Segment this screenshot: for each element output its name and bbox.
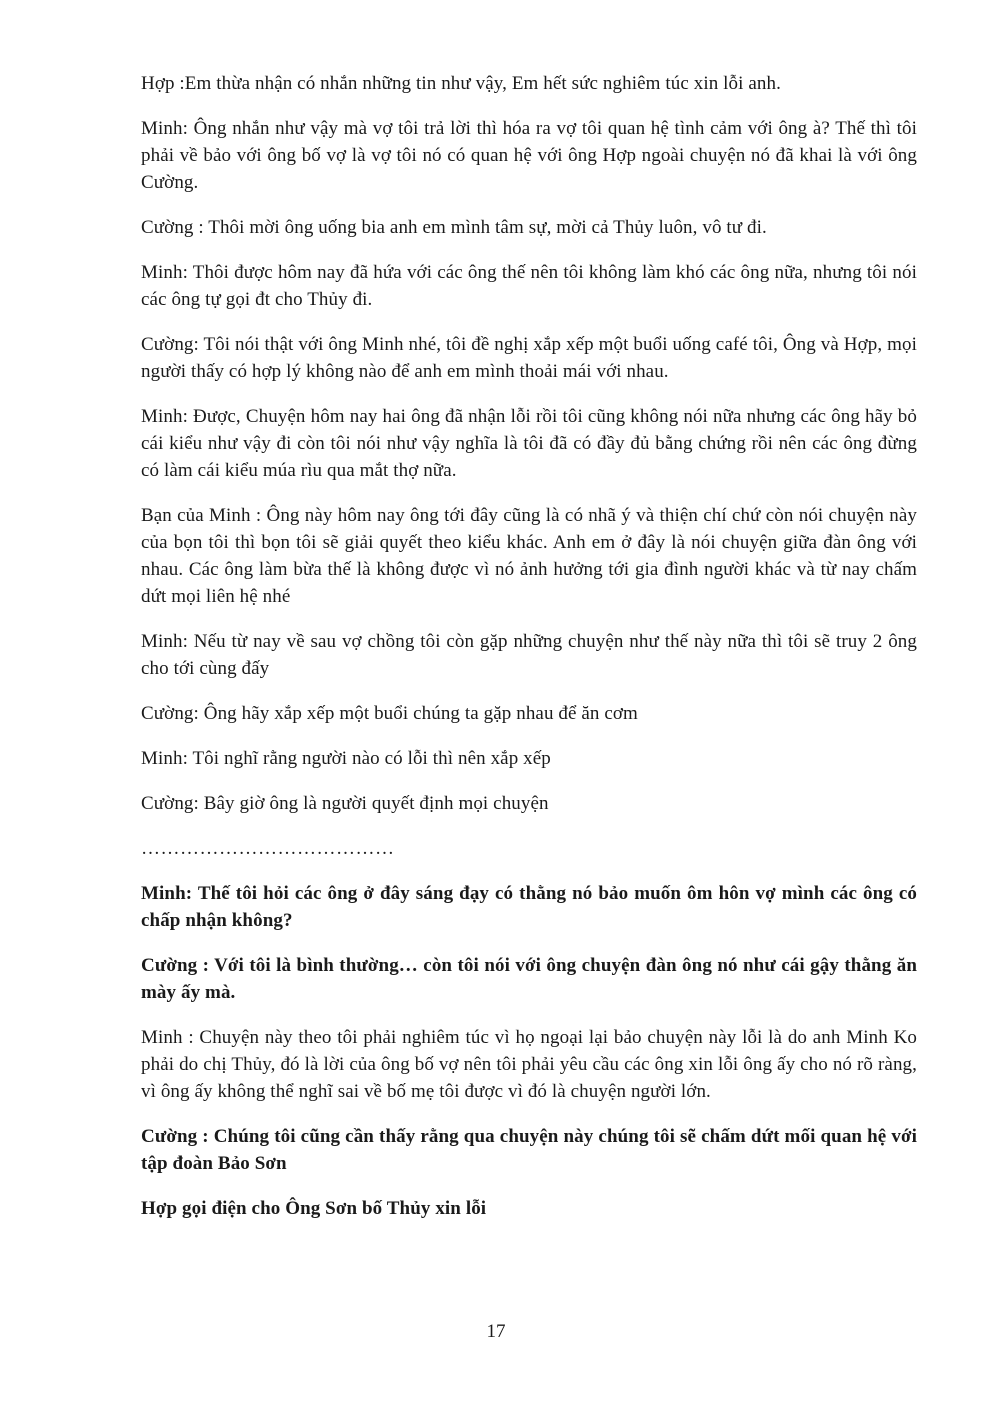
paragraph-minh-arrange: Minh: Tôi nghĩ rằng người nào có lỗi thì nên xắp xếp	[141, 748, 551, 769]
paragraph-cuong-bold-end-relationship: Cường : Chúng tôi cũng cần thấy rằng qua chuyện này chúng tôi sẽ chấm dứt mối quan hệ với tập đoàn Bảo Sơn	[141, 1126, 917, 1174]
paragraph-hop-admission: Hợp :Em thừa nhận có nhắn những tin như vậy, Em hết sức nghiêm túc xin lỗi anh.	[141, 73, 781, 94]
document-page	[141, 70, 917, 1240]
paragraph-minh-bold-question: Minh: Thế tôi hỏi các ông ở đây sáng đạy có thằng nó bảo muốn ôm hôn vợ mình các ông có chấp nhận không?	[141, 883, 917, 931]
paragraph-hop-calls-son: Hợp gọi điện cho Ông Sơn bố Thủy xin lỗi	[141, 1198, 487, 1219]
paragraph-cuong-coffee-proposal: Cường: Tôi nói thật với ông Minh nhé, tôi đề nghị xắp xếp một buổi uống café tôi, Ông và Hợp, mọi người thấy có hợp lý không nào để anh em mình thoải mái với nhau.	[141, 334, 917, 382]
ellipsis-separator: …………………………………	[141, 838, 395, 859]
paragraph-minh-evidence: Minh: Được, Chuyện hôm nay hai ông đã nhận lỗi rồi tôi cũng không nói nữa nhưng các ông hãy bỏ cái kiểu như vậy đi còn tôi nói như vậy nghĩa là tôi đã có đầy đủ bằng chứng rồi nên các ông đừng có làm cái kiểu múa rìu qua mắt thợ nữa.	[141, 406, 917, 481]
paragraph-minh-warning: Minh: Nếu từ nay về sau vợ chồng tôi còn gặp những chuyện như thế này nữa thì tôi sẽ truy 2 ông cho tới cùng đấy	[141, 631, 917, 679]
paragraph-cuong-dinner: Cường: Ông hãy xắp xếp một buổi chúng ta gặp nhau để ăn cơm	[141, 703, 638, 724]
paragraph-cuong-bold-reply: Cường : Với tôi là bình thường… còn tôi nói với ông chuyện đàn ông nó như cái gậy thằng ăn mày ấy mà.	[141, 955, 917, 1003]
paragraph-cuong-decide: Cường: Bây giờ ông là người quyết định mọi chuyện	[141, 793, 549, 814]
page-number: 17	[486, 1321, 506, 1342]
paragraph-minh-promise: Minh: Thôi được hôm nay đã hứa với các ông thế nên tôi không làm khó các ông nữa, nhưng tôi nói các ông tự gọi đt cho Thủy đi.	[141, 262, 917, 310]
paragraph-cuong-invite-beer: Cường : Thôi mời ông uống bia anh em mình tâm sự, mời cả Thủy luôn, vô tư đi.	[141, 217, 767, 238]
paragraph-friend-of-minh: Bạn của Minh : Ông này hôm nay ông tới đây cũng là có nhã ý và thiện chí chứ còn nói chuyện này của bọn tôi thì bọn tôi sẽ giải quyết theo kiểu khác. Anh em ở đây là nói chuyện giữa đàn ông với nhau. Các ông làm bừa thế là không được vì nó ảnh hưởng tới gia đình người khác và từ nay chấm dứt mọi liên hệ nhé	[141, 505, 917, 607]
paragraph-minh-father-in-law: Minh : Chuyện này theo tôi phải nghiêm túc vì họ ngoại lại bảo chuyện này lỗi là do anh Minh Ko phải do chị Thủy, đó là lời của ông bố vợ nên tôi phải yêu cầu các ông xin lỗi ông ấy cho nó rõ ràng, vì ông ấy không thể nghĩ sai về bố mẹ tôi được vì đó là chuyện người lớn.	[141, 1027, 917, 1102]
paragraph-minh-question-wife: Minh: Ông nhắn như vậy mà vợ tôi trả lời thì hóa ra vợ tôi quan hệ tình cảm với ông à? Thế thì tôi phải về bảo với ông bố vợ là vợ tôi nó có quan hệ với ông Hợp ngoài chuyện nó đã khai là với ông Cường.	[141, 118, 917, 193]
